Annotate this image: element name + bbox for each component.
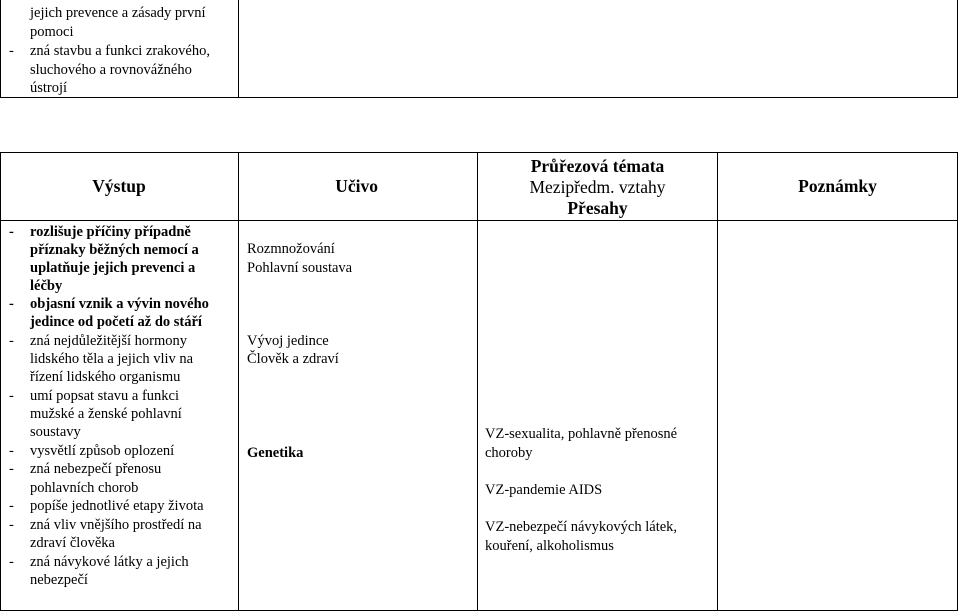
vystup-item-7-dash: - (9, 517, 14, 533)
ucivo-genetika: Genetika (247, 445, 304, 461)
vystup-item-5-line-2: pohlavních chorob (30, 480, 139, 496)
prurezova-vz-sexualita-line-1: VZ-sexualita, pohlavně přenosné (485, 426, 678, 442)
main-table-bottom-border (0, 610, 958, 611)
header-ucivo: Učivo (335, 176, 378, 196)
top-item-line-2: sluchového a rovnovážného (30, 62, 192, 78)
vystup-item-0-line-4: léčby (30, 278, 63, 294)
vystup-item-2-line-1: zná nejdůležitější hormony (30, 333, 188, 349)
top-table-divider (238, 0, 239, 98)
top-item-dash: - (9, 43, 14, 59)
vystup-item-3-line-1: umí popsat stavu a funkci (30, 388, 180, 404)
vystup-item-7-line-2: zdraví člověka (30, 535, 115, 551)
vystup-item-0-line-2: příznaky běžných nemocí a (30, 242, 199, 258)
ucivo-vyvoj-jedince: Vývoj jedince (247, 333, 329, 349)
ucivo-clovek-zdravi: Člověk a zdraví (247, 351, 339, 367)
main-table-right-border (957, 152, 958, 611)
header-prurezova-line-3: Přesahy (567, 198, 628, 218)
vystup-cell (0, 221, 238, 610)
vystup-item-6-line-1: popíše jednotlivé etapy života (30, 498, 204, 514)
header-prurezova-line-2: Mezipředm. vztahy (529, 177, 666, 197)
vystup-item-8-line-2: nebezpečí (30, 572, 88, 588)
top-cont-line-1: jejich prevence a zásady první (30, 5, 206, 21)
vystup-item-0-line-3: uplatňuje jejich prevenci a (30, 260, 196, 276)
vystup-item-1-dash: - (9, 296, 14, 312)
vystup-item-8-line-1: zná návykové látky a jejich (30, 554, 189, 570)
vystup-item-1-line-2: jedince od početí až do stáří (30, 314, 202, 330)
vystup-item-3-line-3: soustavy (30, 424, 81, 440)
main-table-top-border (0, 152, 958, 153)
vystup-item-8-dash: - (9, 554, 14, 570)
top-item-line-3: ústrojí (30, 80, 68, 96)
vystup-item-3-dash: - (9, 388, 14, 404)
top-table-right-border (957, 0, 958, 98)
vystup-item-2-line-3: řízení lidského organismu (30, 369, 181, 385)
vystup-item-4-dash: - (9, 443, 14, 459)
vystup-item-3-line-2: mužské a ženské pohlavní (30, 406, 182, 422)
prurezova-vz-navykove-line-1: VZ-nebezpečí návykových látek, (485, 519, 678, 535)
top-table-left-border (0, 0, 1, 98)
vystup-item-5-dash: - (9, 461, 14, 477)
ucivo-rozmnozovani: Rozmnožování (247, 241, 335, 257)
top-cont-line-2: pomoci (30, 24, 74, 40)
vystup-item-0-line-1: rozlišuje příčiny případně (30, 224, 191, 240)
ucivo-cell (239, 221, 477, 610)
header-vystup: Výstup (92, 176, 146, 196)
ucivo-pohlavni-soustava: Pohlavní soustava (247, 260, 353, 276)
vystup-item-4-line-1: vysvětlí způsob oplození (30, 443, 175, 459)
vystup-item-7-line-1: zná vliv vnějšího prostředí na (30, 517, 202, 533)
top-table-bottom-border (0, 97, 958, 98)
vystup-item-1-line-1: objasní vznik a vývin nového (30, 296, 209, 312)
prurezova-vz-aids: VZ-pandemie AIDS (485, 482, 603, 498)
poznamky-cell (718, 221, 957, 610)
vystup-item-2-dash: - (9, 333, 14, 349)
vystup-item-0-dash: - (9, 224, 14, 240)
prurezova-vz-navykove-line-2: kouření, alkoholismus (485, 538, 614, 554)
header-prurezova-line-1: Průřezová témata (530, 156, 665, 176)
vystup-item-6-dash: - (9, 498, 14, 514)
vystup-item-5-line-1: zná nebezpečí přenosu (30, 461, 162, 477)
vystup-item-2-line-2: lidského těla a jejich vliv na (30, 351, 194, 367)
prurezova-vz-sexualita-line-2: choroby (485, 445, 533, 461)
top-item-line-1: zná stavbu a funkci zrakového, (30, 43, 210, 59)
prurezova-cell (478, 221, 717, 610)
header-poznamky: Poznámky (798, 176, 877, 196)
